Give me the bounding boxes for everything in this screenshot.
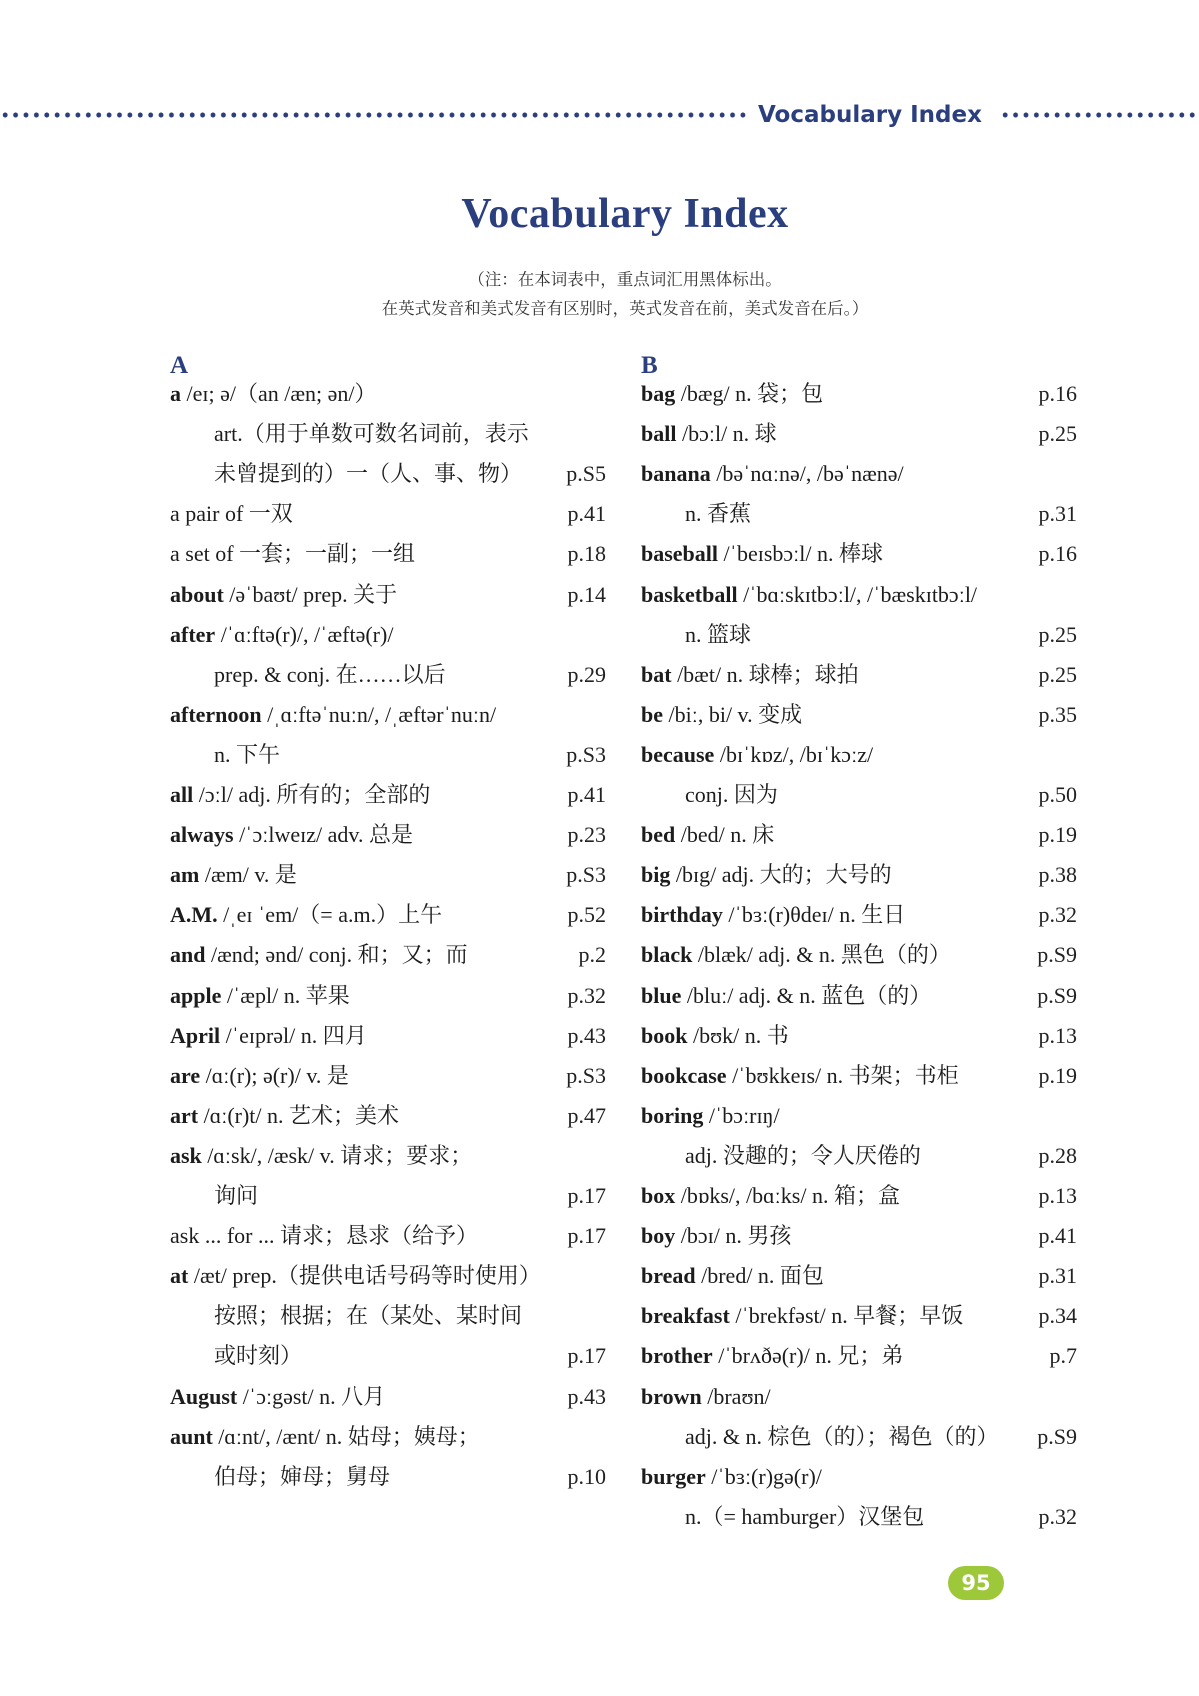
entry-page: p.7 (1049, 1343, 1077, 1369)
note-line-2: 在英式发音和美式发音有区别时，英式发音在前，美式发音在后。） (381, 299, 869, 318)
index-entry (641, 615, 1077, 655)
entry-page: p.47 (567, 1102, 606, 1128)
index-entry (641, 935, 1077, 975)
index-entry (641, 735, 1077, 775)
index-entry (170, 775, 606, 815)
index-entry (641, 1056, 1077, 1096)
index-entry (641, 494, 1077, 534)
index-entry (641, 1176, 1077, 1216)
entry-text: bread /bred/ n. 面包 (641, 1263, 824, 1289)
entry-text: n.（= hamburger）汉堡包 (685, 1503, 925, 1529)
index-entry (641, 815, 1077, 855)
entry-text: because /bɪˈkɒz/, /bɪˈkɔːz/ (641, 741, 874, 767)
entry-text: black /blæk/ adj. & n. 黑色（的） (641, 942, 951, 968)
index-entry (641, 655, 1077, 695)
entry-text: August /ˈɔːgəst/ n. 八月 (170, 1383, 386, 1409)
running-header (0, 98, 1199, 132)
page-number-badge (948, 1566, 1004, 1600)
entry-page: p.19 (1038, 1062, 1077, 1088)
entry-text: big /bɪg/ adj. 大的；大号的 (641, 862, 892, 888)
index-entry (170, 534, 606, 574)
index-entry (170, 1056, 606, 1096)
index-entry (641, 534, 1077, 574)
page-title: Vocabulary Index (461, 191, 789, 237)
running-header-label: Vocabulary Index (758, 102, 982, 128)
index-entry (641, 1336, 1077, 1376)
entry-page: p.10 (567, 1463, 606, 1489)
index-entry (641, 1016, 1077, 1056)
entry-text: 未曾提到的）一（人、事、物） (214, 461, 523, 487)
entry-text: am /æm/ v. 是 (170, 862, 297, 888)
index-entry (641, 855, 1077, 895)
note-line-1: （注：在本词表中，重点词汇用黑体标出。 (468, 270, 782, 289)
entry-page: p.31 (1038, 501, 1077, 527)
index-entry (170, 1377, 606, 1417)
index-entry (170, 1417, 606, 1457)
section-letter-b: B (641, 352, 658, 379)
entry-text: April /ˈeɪprəl/ n. 四月 (170, 1022, 367, 1048)
entry-text: bat /bæt/ n. 球棒；球拍 (641, 661, 859, 687)
entry-text: adj. 没趣的；令人厌倦的 (685, 1142, 921, 1168)
entry-text: baseball /ˈbeɪsbɔːl/ n. 棒球 (641, 541, 884, 567)
entry-text: art /ɑː(r)t/ n. 艺术；美术 (170, 1102, 400, 1128)
entry-text: art.（用于单数可数名词前，表示 (214, 421, 529, 447)
index-entry (170, 1216, 606, 1256)
entry-page: p.25 (1038, 661, 1077, 687)
entry-text: be /biː, bi/ v. 变成 (641, 701, 803, 727)
entry-page: p.18 (567, 541, 606, 567)
index-entry (170, 695, 606, 735)
entry-page: p.43 (567, 1383, 606, 1409)
entry-text: brown /braʊn/ (641, 1383, 771, 1409)
entry-page: p.13 (1038, 1183, 1077, 1208)
entry-text: after /ˈɑːftə(r)/, /ˈæftə(r)/ (170, 621, 394, 647)
index-entry (170, 374, 606, 414)
header-dots-right (1000, 112, 1199, 118)
entry-text: prep. & conj. 在……以后 (214, 661, 446, 687)
entry-page: p.17 (567, 1183, 606, 1208)
index-entry (170, 935, 606, 975)
entry-page: p.16 (1038, 541, 1077, 567)
entry-text: 询问 (214, 1183, 259, 1208)
entry-page: p.S9 (1037, 982, 1077, 1008)
entry-page: p.41 (1038, 1223, 1077, 1249)
entry-page: p.32 (1038, 902, 1077, 928)
entry-page: p.S9 (1037, 942, 1077, 968)
entry-text: adj. & n. 棕色（的）；褐色（的） (685, 1423, 999, 1449)
entry-page: p.25 (1038, 621, 1077, 647)
index-entry (170, 855, 606, 895)
entry-page: p.35 (1038, 701, 1077, 727)
entry-text: box /bɒks/, /bɑːks/ n. 箱；盒 (641, 1183, 900, 1208)
entry-text: a set of 一套；一副；一组 (170, 541, 416, 567)
entry-page: p.S3 (566, 1062, 606, 1088)
entry-text: and /ænd; ənd/ conj. 和；又；而 (170, 942, 468, 968)
entry-page: p.41 (567, 782, 606, 807)
index-entry (641, 575, 1077, 615)
index-entry (641, 1377, 1077, 1417)
entry-text: birthday /ˈbɜː(r)θdeɪ/ n. 生日 (641, 902, 906, 928)
index-entry (641, 1096, 1077, 1136)
entry-text: 按照；根据；在（某处、某时间 (214, 1303, 523, 1329)
entry-page: p.52 (567, 902, 606, 928)
entry-text: conj. 因为 (685, 782, 778, 807)
entry-page: p.50 (1038, 782, 1077, 807)
index-entry (170, 1256, 606, 1296)
index-entry (170, 1136, 606, 1176)
index-entry (170, 1176, 606, 1216)
entry-page: p.43 (567, 1022, 606, 1048)
index-entry (641, 895, 1077, 935)
entry-page: p.2 (578, 942, 606, 968)
entry-page: p.32 (1038, 1503, 1077, 1529)
index-entry (170, 414, 606, 454)
entry-text: n. 下午 (214, 741, 281, 767)
index-entry (170, 454, 606, 494)
entry-text: afternoon /ˌɑːftəˈnuːn/, /ˌæftərˈnuːn/ (170, 701, 497, 727)
index-entry (641, 1457, 1077, 1497)
entry-page: p.28 (1038, 1142, 1077, 1168)
entry-page: p.29 (567, 661, 606, 687)
entry-text: basketball /ˈbɑːskɪtbɔːl/, /ˈbæskɪtbɔːl/ (641, 581, 978, 607)
entry-text: ask /ɑːsk/, /æsk/ v. 请求；要求； (170, 1142, 473, 1168)
index-entry (170, 895, 606, 935)
entry-page: p.13 (1038, 1022, 1077, 1048)
index-entry (641, 374, 1077, 414)
index-entry (641, 1417, 1077, 1457)
entry-page: p.32 (567, 982, 606, 1008)
entry-text: at /æt/ prep.（提供电话号码等时使用） (170, 1263, 541, 1289)
entry-page: p.17 (567, 1343, 606, 1369)
entry-text: always /ˈɔːlweɪz/ adv. 总是 (170, 822, 413, 848)
index-entry (170, 976, 606, 1016)
index-entry (641, 775, 1077, 815)
entry-text: blue /bluː/ adj. & n. 蓝色（的） (641, 982, 932, 1008)
entry-page: p.34 (1038, 1303, 1077, 1329)
index-entry (641, 454, 1077, 494)
entry-text: breakfast /ˈbrekfəst/ n. 早餐；早饭 (641, 1303, 964, 1329)
entry-text: book /bʊk/ n. 书 (641, 1022, 789, 1048)
entry-page: p.S3 (566, 862, 606, 888)
entry-text: ball /bɔːl/ n. 球 (641, 421, 777, 447)
entry-text: burger /ˈbɜː(r)gə(r)/ (641, 1463, 822, 1489)
index-entry (641, 695, 1077, 735)
entry-text: a /eɪ; ə/（an /æn; ən/） (170, 381, 377, 406)
entry-text: brother /ˈbrʌðə(r)/ n. 兄；弟 (641, 1343, 904, 1369)
entry-text: 或时刻） (214, 1343, 303, 1369)
entry-page: p.14 (567, 581, 606, 607)
entry-text: bookcase /ˈbʊkkeɪs/ n. 书架；书柜 (641, 1062, 959, 1088)
index-entry (170, 1457, 606, 1497)
entry-text: bed /bed/ n. 床 (641, 822, 775, 848)
index-entry (170, 1096, 606, 1136)
entry-text: banana /bəˈnɑːnə/, /bəˈnænə/ (641, 461, 904, 487)
entry-page: p.S9 (1037, 1423, 1077, 1449)
index-entry (170, 494, 606, 534)
entry-text: a pair of 一双 (170, 501, 293, 527)
entry-text: boy /bɔɪ/ n. 男孩 (641, 1223, 792, 1249)
index-entry (170, 615, 606, 655)
entry-text: about /əˈbaʊt/ prep. 关于 (170, 581, 398, 607)
index-entry (641, 414, 1077, 454)
entry-page: p.38 (1038, 862, 1077, 888)
entry-page: p.41 (567, 501, 606, 527)
entry-page: p.25 (1038, 421, 1077, 447)
entry-text: n. 篮球 (685, 621, 752, 647)
index-entry (170, 1016, 606, 1056)
entry-text: aunt /ɑːnt/, /ænt/ n. 姑母；姨母； (170, 1423, 480, 1449)
entry-text: A.M. /ˌeɪ ˈem/（= a.m.）上午 (170, 902, 443, 928)
entry-page: p.S5 (566, 461, 606, 487)
index-entry (170, 735, 606, 775)
index-entry (641, 1497, 1077, 1537)
index-entry (641, 1216, 1077, 1256)
entry-text: ask ... for ... 请求；恳求（给予） (170, 1223, 478, 1249)
index-entry (641, 1136, 1077, 1176)
index-entry (170, 575, 606, 615)
index-entry (641, 976, 1077, 1016)
section-letter-a: A (170, 352, 189, 379)
entry-page: p.S3 (566, 741, 606, 767)
index-entry (641, 1256, 1077, 1296)
header-dots-left (0, 112, 748, 118)
entry-text: apple /ˈæpl/ n. 苹果 (170, 982, 350, 1008)
entry-page: p.23 (567, 822, 606, 848)
entry-page: p.31 (1038, 1263, 1077, 1289)
entry-text: are /ɑː(r); ə(r)/ v. 是 (170, 1062, 349, 1088)
entry-text: n. 香蕉 (685, 501, 752, 527)
page-number: 95 (961, 1571, 991, 1595)
index-entry (641, 1296, 1077, 1336)
entry-text: all /ɔːl/ adj. 所有的；全部的 (170, 782, 431, 807)
index-entry (170, 815, 606, 855)
index-entry (170, 1336, 606, 1376)
entry-text: bag /bæg/ n. 袋；包 (641, 381, 824, 406)
entry-page: p.17 (567, 1223, 606, 1249)
entry-page: p.16 (1038, 381, 1077, 406)
entry-page: p.19 (1038, 822, 1077, 848)
entry-text: boring /ˈbɔːrɪŋ/ (641, 1102, 780, 1128)
entry-text: 伯母；婶母；舅母 (214, 1463, 391, 1489)
index-entry (170, 655, 606, 695)
index-entry (170, 1296, 606, 1336)
